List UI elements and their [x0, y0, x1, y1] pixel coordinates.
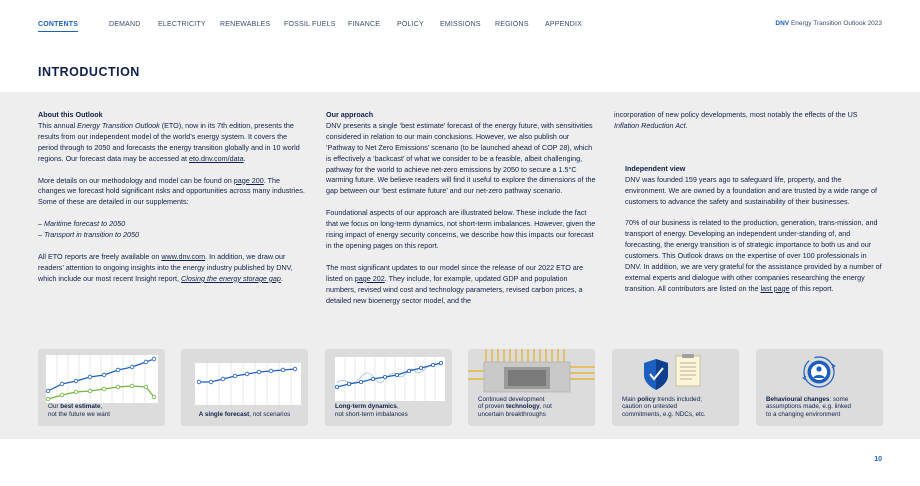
page-200-link[interactable]: page 200 — [233, 175, 264, 185]
card-behavioural-caption: Behavioural changes: some assumptions made, e.g. linked to a changing environment — [766, 395, 852, 419]
about-paragraph-3: All ETO reports are freely available on www.dnv.com. In addition, we draw our readers’ attention to ongoing insights into the energy industry published by DNV, which include our most recent Insight report, Closing the energy storage gap. — [38, 252, 293, 283]
card-long-term — [325, 349, 452, 426]
card-technology-caption: Continued development of proven technology, not uncertain breakthroughs — [478, 395, 552, 419]
card-single-forecast — [181, 349, 308, 426]
independent-paragraph-2: 70% of our business is related to the production, generation, trans-mission, and transport of energy. Developing an independent under-standing of, and forecasting, the energy transition is of strategic importance to both us and our customers. This Outlook draws on the expertise of over 100 professionals in DNV. In addition, we are very grateful for the assistance provided by a number of external experts and dialogue with other companies researching the energy transition. All contributors are listed on the last page of this report. — [625, 218, 882, 293]
nav-fossil-fuels[interactable]: FOSSIL FUELS — [284, 21, 336, 28]
dnv-website-link[interactable]: www.dnv.com — [161, 252, 206, 262]
about-paragraph-2: More details on our methodology and model can be found on page 200. The changes we forecast hold significant risks and opportunities across many industries. Some of these are detailed in our supplements: — [38, 175, 305, 207]
storage-gap-link[interactable]: Closing the energy storage gap — [181, 273, 281, 283]
nav-active-underline — [38, 31, 78, 32]
page-number: 10 — [874, 456, 882, 463]
card-single-forecast-caption: A single forecast, not scenarios — [198, 411, 291, 419]
page-202-link[interactable]: page 202 — [354, 273, 385, 283]
supplement-transport: – Transport in transition to 2050 — [38, 230, 139, 240]
card-behavioural — [756, 349, 883, 426]
approach-paragraph-2: Foundational aspects of our approach are illustrated below. These include the fact that we focus on long-term dynamics, not short-term imbalances. However, given the rising impact of energy security concerns, we describe how this impacts our forecast in the opening pages on this report. — [326, 208, 596, 250]
top-navigation — [0, 0, 920, 48]
card-best-estimate-caption: Our best estimate, not the future we want — [48, 403, 110, 419]
about-paragraph-1: This annual Energy Transition Outlook (ETO), now in its 7th edition, presents the results from our independent model of the world’s energy system. It covers the period through to 2050 and forecasts the energy transition globally and in 10 world regions. Our forecast data may be accessed at eto.dnv.com/data. — [38, 120, 300, 163]
approach-paragraph-3: The most significant updates to our model since the release of our 2022 ETO are listed on page 202. They include, for example, updated GDP and population numbers, revised wind cost and technology parameters, revised carbon prices, a detailed new bioenergy sector model, and the — [326, 262, 584, 305]
column-approach — [326, 110, 596, 318]
policy-continuation: incorporation of new policy developments, most notably the effects of the US Inflation Reduction Act. — [614, 110, 858, 130]
eto-data-link[interactable]: eto.dnv.com/data — [189, 153, 244, 163]
supplement-maritime: – Maritime forecast to 2050 — [38, 219, 126, 229]
last-page-link[interactable]: last page — [760, 283, 790, 293]
card-policy — [612, 349, 739, 426]
approach-paragraph-1: DNV presents a single ‘best estimate’ forecast of the energy future, with sensitivities considered in relation to our main conclusions. However, we also publish our ‘Pathway to Net Zero Emissions’ scenario (to be launched ahead of COP 28), which is effectively a ‘backcast’ of what we consider to be a feasible, albeit challenging, pathway for the world to achieve net-zero emissions by 2050 to secure a 1.5°C warming future. We believe readers will find it useful to explore the dimensions of the gap between our ‘best estimate future’ and our net-zero pathway scenario. — [326, 120, 596, 196]
nav-contents[interactable]: CONTENTS — [38, 21, 79, 28]
brand-title: DNV Energy Transition Outlook 2023 — [775, 20, 882, 27]
nav-policy[interactable]: POLICY — [397, 21, 424, 28]
column-independent — [614, 110, 884, 306]
approach-heading: Our approach — [326, 110, 374, 119]
nav-renewables[interactable]: RENEWABLES — [220, 21, 271, 28]
nav-regions[interactable]: REGIONS — [495, 21, 529, 28]
independent-paragraph-1: DNV was founded 159 years ago to safeguard life, property, and the environment. We are owned by a foundation and are trusted by a wide range of customers to advance the safety and sustainability of their businesses. — [625, 174, 877, 206]
card-policy-caption: Main policy trends included; caution on untested commitments, e.g. NDCs, etc. — [622, 395, 706, 419]
supplements-list — [38, 219, 308, 241]
column-about — [38, 110, 308, 296]
nav-appendix[interactable]: APPENDIX — [545, 21, 582, 28]
about-heading: About this Outlook — [38, 110, 103, 119]
independent-heading: Independent view — [625, 163, 686, 173]
nav-electricity[interactable]: ELECTRICITY — [158, 21, 206, 28]
card-best-estimate — [38, 349, 165, 426]
nav-emissions[interactable]: EMISSIONS — [440, 21, 481, 28]
card-long-term-caption: Long-term dynamics, not short-term imbalances — [335, 403, 408, 419]
nav-demand[interactable]: DEMAND — [109, 21, 141, 28]
card-technology — [468, 349, 595, 426]
nav-finance[interactable]: FINANCE — [348, 21, 381, 28]
page-title: INTRODUCTION — [38, 65, 140, 79]
